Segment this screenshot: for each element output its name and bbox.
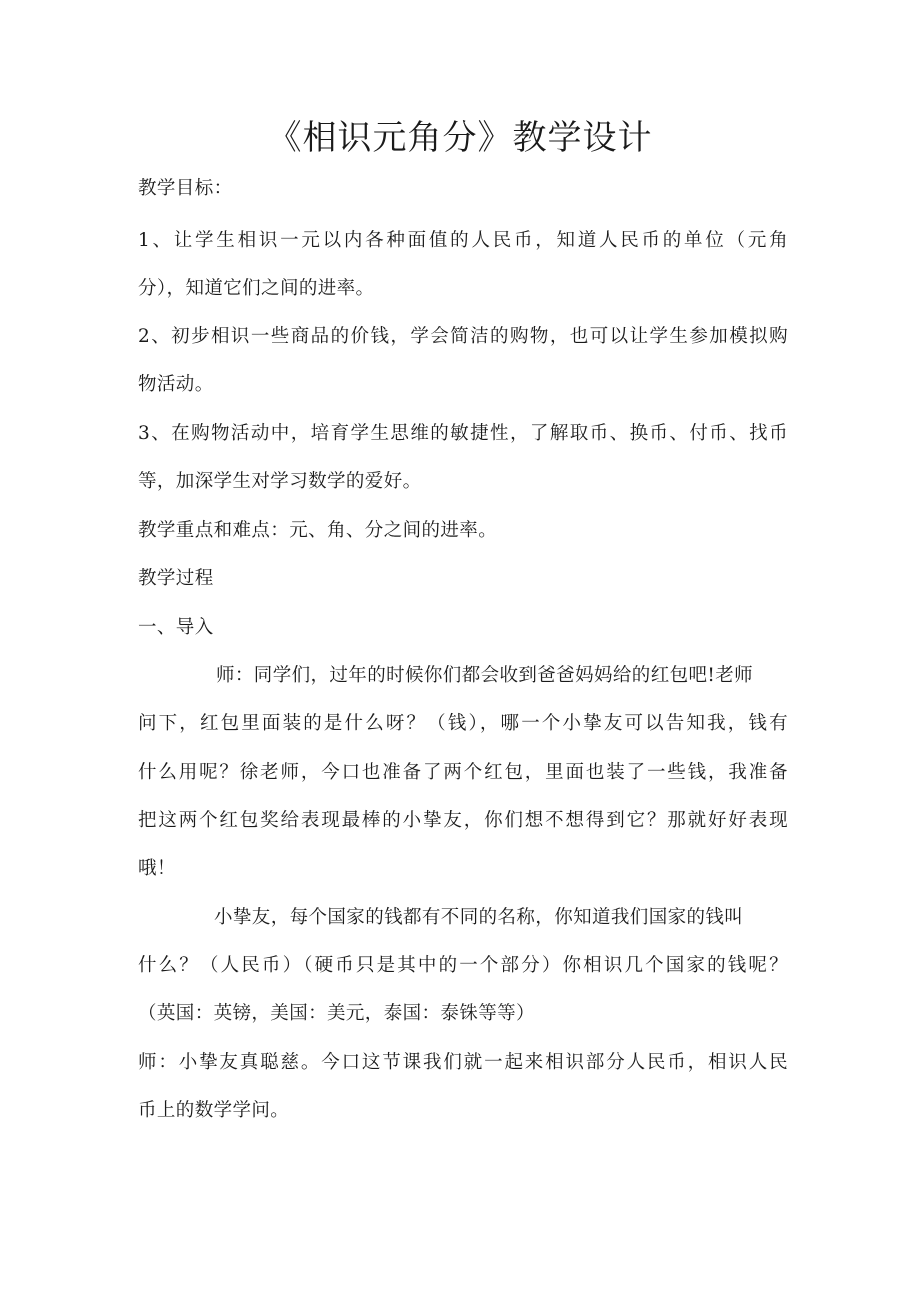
document-title: 《相识元角分》教学设计 (267, 118, 653, 158)
paragraph-line: 等，加深学生对学习数学的爱好。 (138, 471, 422, 492)
paragraph-line: 2、初步相识一些商品的价钱，学会简洁的购物，也可以让学生参加模拟购 (138, 326, 788, 347)
section-heading-introduction: 一、导入 (138, 617, 214, 638)
paragraph-line: 分），知道它们之间的进率。 (138, 278, 375, 299)
paragraph-line: 什么？（人民币）（硬币只是其中的一个部分）你相识几个国家的钱呢？ (138, 955, 788, 976)
paragraph-line: 币上的数学学问。 (138, 1100, 290, 1121)
paragraph-line: 问下，红包里面装的是什么呀？（钱），哪一个小挚友可以告知我，钱有 (138, 713, 788, 734)
paragraph-line: 1、让学生相识一元以内各种面值的人民币，知道人民币的单位（元角 (138, 230, 788, 251)
paragraph-line: 什么用呢？徐老师，今口也准备了两个红包，里面也装了一些钱，我准备 (138, 762, 788, 783)
paragraph-line: 哦！ (138, 858, 176, 879)
paragraph-line: 师：小挚友真聪慈。今口这节课我们就一起来相识部分人民币，相识人民 (138, 1052, 788, 1073)
paragraph-line: 物活动。 (138, 374, 214, 395)
paragraph-line: 3、在购物活动中，培育学生思维的敏捷性，了解取币、换币、付币、找币 (138, 423, 788, 444)
section-heading-key-points: 教学重点和难点：元、角、分之间的进率。 (138, 520, 498, 541)
paragraph-line: 师：同学们，过年的时候你们都会收到爸爸妈妈给的红包吧!老师 (216, 665, 754, 686)
paragraph-line: （英国：英镑，美国：美元，泰国：泰铢等等） (138, 1003, 535, 1024)
paragraph-line: 把这两个红包奖给表现最棒的小挚友，你们想不想得到它？那就好好表现 (138, 810, 788, 831)
paragraph-line: 小挚友，每个国家的钱都有不同的名称，你知道我们国家的钱叫 (214, 907, 744, 928)
section-heading-process: 教学过程 (138, 568, 214, 589)
section-heading-objectives: 教学目标： (138, 178, 233, 199)
